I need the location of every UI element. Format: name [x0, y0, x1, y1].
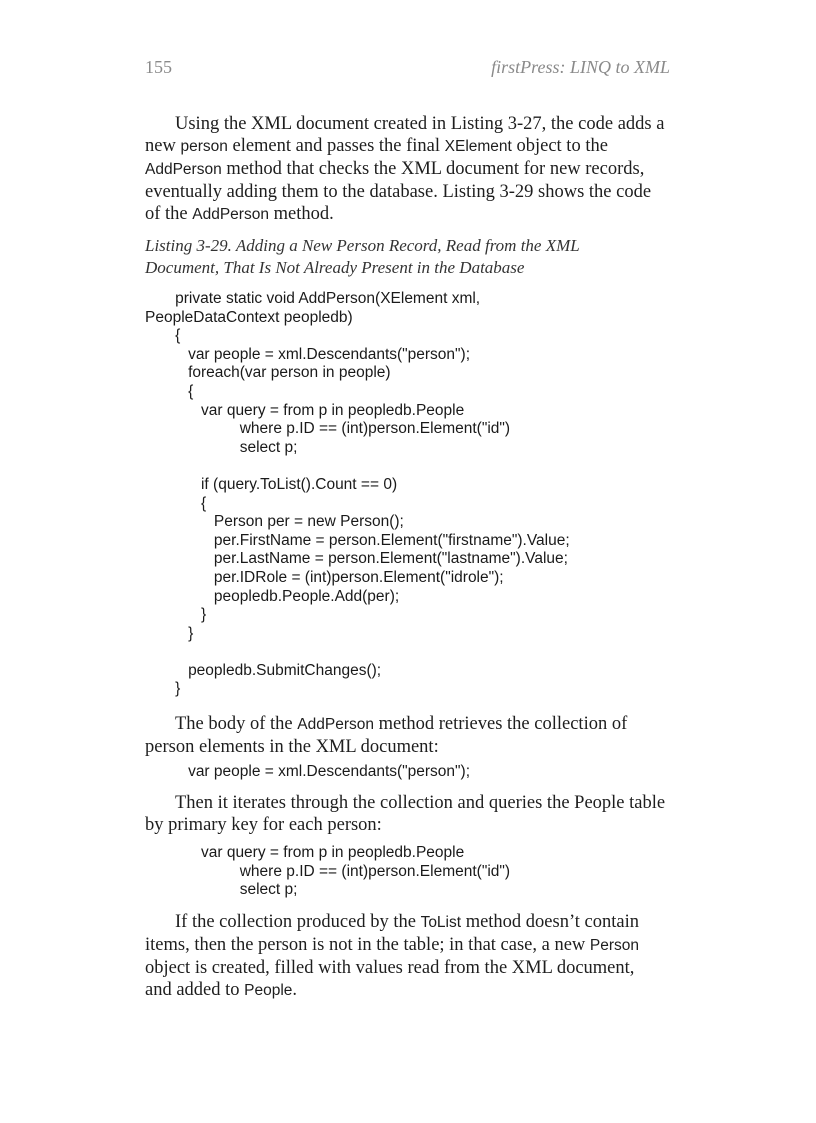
text-run: The body of the — [175, 714, 298, 734]
code-line: select p; — [145, 881, 298, 899]
inline-code: AddPerson — [145, 161, 222, 178]
code-line: where p.ID == (int)person.Element("id") — [145, 420, 511, 438]
paragraph-line — [145, 934, 675, 957]
paragraph-line — [145, 736, 675, 758]
text-run: of the — [145, 204, 193, 224]
paragraph-intro — [145, 113, 675, 226]
text-run: method. — [268, 204, 334, 224]
code-line: } — [145, 624, 194, 642]
text-run: . — [292, 980, 298, 1000]
listing-caption — [145, 235, 675, 279]
code-line: } — [145, 606, 207, 624]
inline-code: Person — [589, 937, 640, 954]
code-line: per.FirstName = person.Element("firstname").Value; — [145, 531, 570, 549]
inline-code: person — [180, 138, 228, 155]
code-line — [145, 457, 570, 476]
code-line: } — [145, 680, 181, 698]
code-snippet-descendants — [145, 763, 470, 782]
code-line: var query = from p in peopledb.People — [145, 401, 465, 419]
code-snippet-query — [145, 844, 510, 900]
code-line: private static void AddPerson(XElement xml, — [145, 290, 481, 307]
code-line: Person per = new Person(); — [145, 513, 404, 531]
code-line: { — [145, 382, 194, 400]
text-run: Then it iterates through the collection and queries the People table — [175, 793, 666, 813]
text-run: person elements in the XML document: — [145, 737, 439, 757]
code-line: var people = xml.Descendants("person"); — [145, 763, 471, 780]
text-run: method retrieves the collection of — [373, 714, 628, 734]
text-run: items, then the person is not in the table; in that case, a new — [145, 935, 590, 955]
text-run: object is created, filled with values read from the XML document, — [145, 958, 635, 978]
text-run: Using the XML document created in Listing 3-27, the code adds a — [175, 114, 665, 134]
page-header — [145, 57, 670, 81]
paragraph-line — [145, 158, 675, 181]
code-line: foreach(var person in people) — [145, 364, 391, 382]
paragraph-line — [145, 957, 675, 979]
code-line: if (query.ToList().Count == 0) — [145, 475, 398, 493]
code-line: per.LastName = person.Element("lastname").Value; — [145, 550, 568, 568]
text-run: object to the — [511, 136, 608, 156]
paragraph-tolist — [145, 911, 675, 1002]
caption-line-1: Listing 3-29. Adding a New Person Record, Read from the XML — [145, 236, 580, 255]
code-line: where p.ID == (int)person.Element("id") — [145, 862, 511, 880]
code-line: { — [145, 494, 207, 512]
paragraph-line — [145, 792, 675, 814]
inline-code: People — [244, 982, 293, 999]
inline-code: AddPerson — [192, 206, 269, 223]
text-run: and added to — [145, 980, 245, 1000]
code-listing — [145, 290, 570, 699]
code-line: per.IDRole = (int)person.Element("idrole"); — [145, 568, 504, 586]
inline-code: ToList — [420, 914, 462, 931]
text-run: by primary key for each person: — [145, 815, 382, 835]
text-run: method that checks the XML document for new records, — [221, 159, 645, 179]
page-number: 155 — [145, 57, 172, 77]
code-line — [145, 643, 570, 662]
text-run: If the collection produced by the — [175, 912, 421, 932]
text-run: element and passes the final — [227, 136, 445, 156]
code-line: var query = from p in peopledb.People — [145, 844, 465, 861]
code-line: peopledb.People.Add(per); — [145, 587, 400, 605]
paragraph-iterates — [145, 792, 675, 836]
paragraph-line — [145, 713, 675, 736]
paragraph-body — [145, 713, 675, 758]
paragraph-line — [145, 135, 675, 158]
paragraph-line — [145, 113, 675, 135]
code-line: var people = xml.Descendants("person"); — [145, 345, 471, 363]
caption-line-2: Document, That Is Not Already Present in the Database — [145, 258, 525, 277]
inline-code: AddPerson — [297, 716, 374, 733]
paragraph-line — [145, 911, 675, 934]
text-run: eventually adding them to the database. Listing 3-29 shows the code — [145, 182, 652, 202]
paragraph-line — [145, 181, 675, 203]
code-line: { — [145, 327, 181, 345]
text-run: method doesn’t contain — [461, 912, 640, 932]
paragraph-line — [145, 814, 675, 836]
inline-code: XElement — [444, 138, 512, 155]
text-run: new — [145, 136, 181, 156]
code-line: PeopleDataContext peopledb) — [145, 308, 353, 326]
paragraph-line — [145, 203, 675, 226]
running-title: firstPress: LINQ to XML — [491, 57, 670, 77]
paragraph-line — [145, 979, 675, 1002]
code-line: select p; — [145, 438, 298, 456]
code-line: peopledb.SubmitChanges(); — [145, 661, 382, 679]
